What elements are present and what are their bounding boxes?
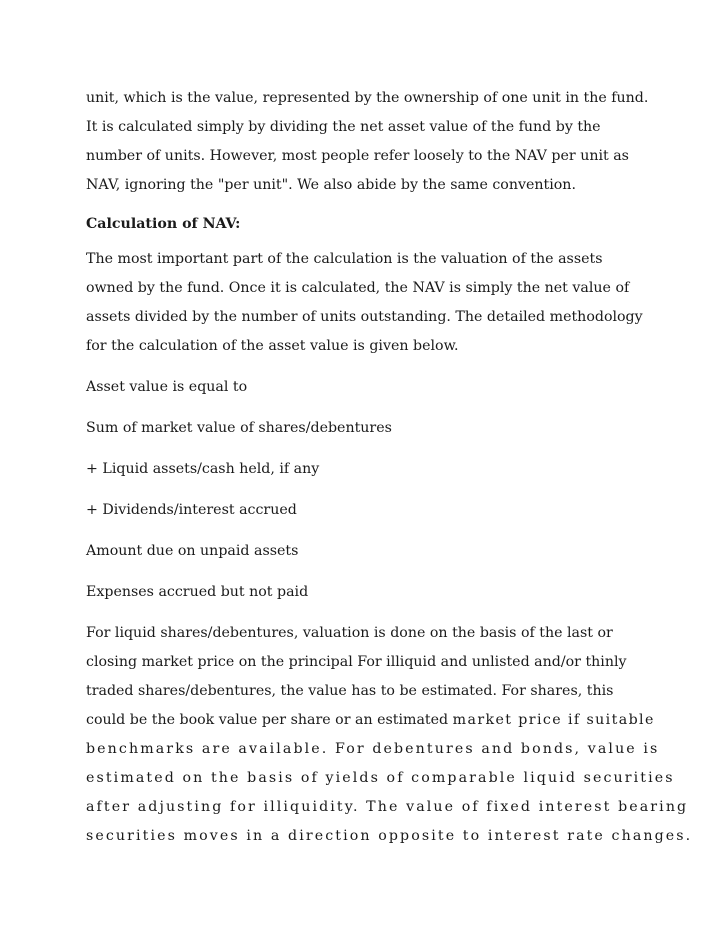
body-line-4: for the calculation of the asset value is given below. — [86, 338, 459, 354]
valuation-line-4 — [86, 706, 655, 735]
intro-line-3: number of units. However, most people refer loosely to the NAV per unit as — [86, 148, 629, 164]
valuation-line-3: traded shares/debentures, the value has to be estimated. For shares, this — [86, 683, 614, 699]
valuation-line-6: estimated on the basis of yields of comparable liquid securities — [86, 770, 675, 786]
valuation-line-2: closing market price on the principal For illiquid and unlisted and/or thinly — [86, 654, 627, 670]
formula-line-2: Sum of market value of shares/debentures — [86, 420, 392, 436]
intro-line-1: unit, which is the value, represented by the ownership of one unit in the fund. — [86, 90, 649, 106]
body-line-3: assets divided by the number of units outstanding. The detailed methodology — [86, 309, 643, 325]
formula-line-5: Amount due on unpaid assets — [86, 543, 299, 559]
formula-line-6: Expenses accrued but not paid — [86, 584, 309, 600]
intro-line-2: It is calculated simply by dividing the net asset value of the fund by the — [86, 119, 601, 135]
section-heading: Calculation of NAV: — [86, 216, 241, 232]
formula-line-3: + Liquid assets/cash held, if any — [86, 461, 320, 477]
valuation-line-4-normal: could be the book value per share or an estimated — [86, 712, 453, 728]
valuation-line-7: after adjusting for illiquidity. The value of fixed interest bearing — [86, 799, 689, 815]
document-page — [86, 84, 693, 851]
valuation-line-5: benchmarks are available. For debentures and bonds, value is — [86, 741, 660, 757]
intro-line-4: NAV, ignoring the "per unit". We also abide by the same convention. — [86, 177, 576, 193]
valuation-line-8: securities moves in a direction opposite to interest rate changes. — [86, 828, 693, 844]
valuation-line-1: For liquid shares/debentures, valuation is done on the basis of the last or — [86, 625, 613, 641]
valuation-line-4-spaced: market price if suitable — [452, 712, 655, 728]
formula-line-1: Asset value is equal to — [86, 379, 248, 395]
body-line-2: owned by the fund. Once it is calculated, the NAV is simply the net value of — [86, 280, 630, 296]
body-line-1: The most important part of the calculation is the valuation of the assets — [86, 251, 603, 267]
formula-line-4: + Dividends/interest accrued — [86, 502, 297, 518]
